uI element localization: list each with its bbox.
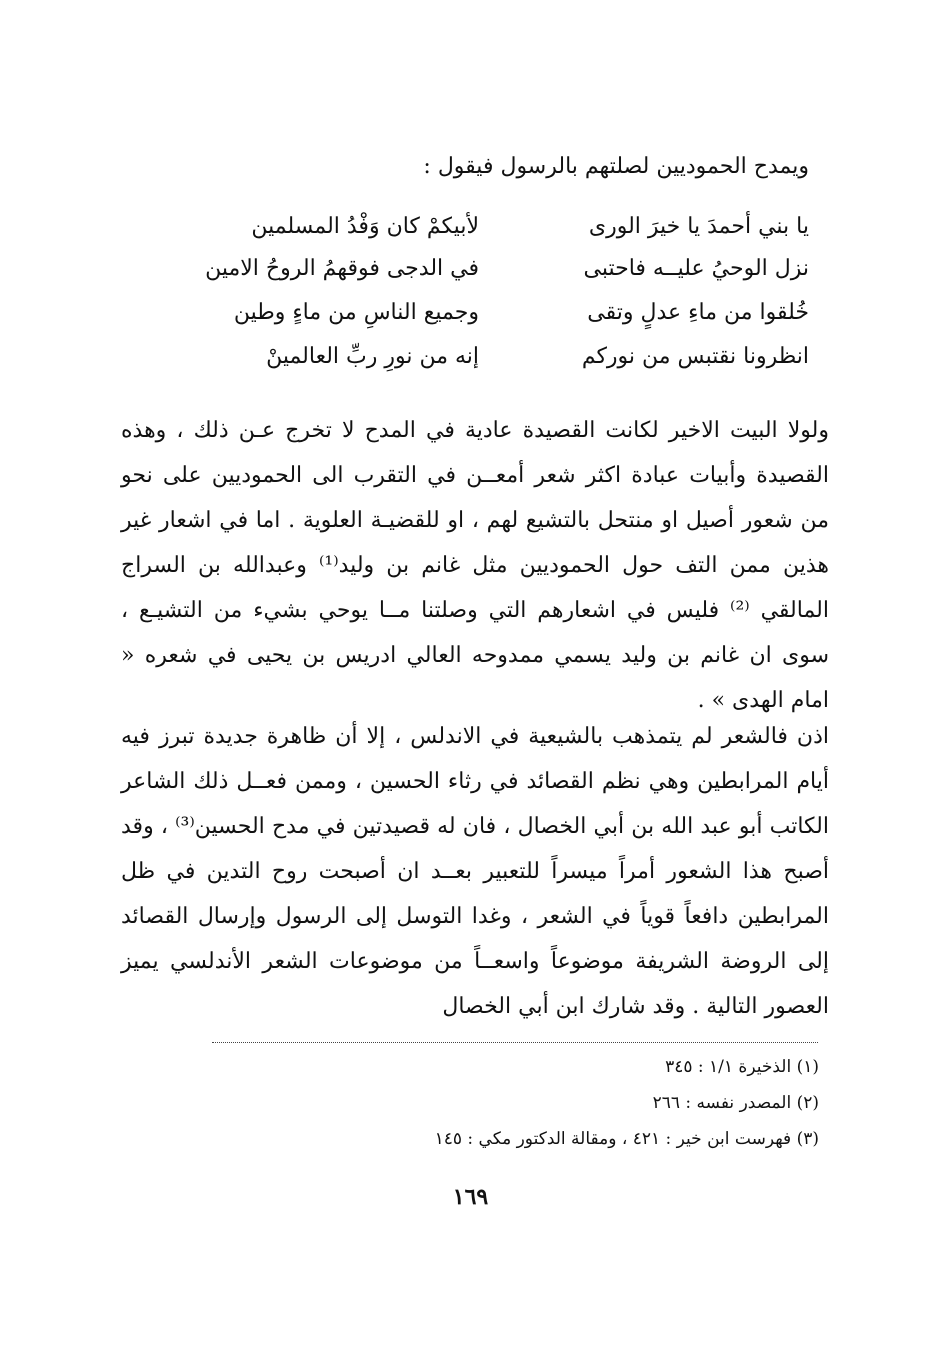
verse-4-second-hemistich: إنه من نورِ ربِّ العالمينْ bbox=[266, 344, 479, 369]
verse-2-second-hemistich: في الدجى فوقهمُ الروحُ الامين bbox=[205, 256, 479, 281]
footnote-3: (٣) فهرست ابن خير : ٤٢١ ، ومقالة الدكتور مكي : ١٤٥ bbox=[434, 1129, 819, 1149]
footnote-1: (١) الذخيرة ١/١ : ٣٤٥ bbox=[665, 1057, 819, 1077]
paragraph-1: ولولا البيت الاخير لكانت القصيدة عادية في المدح لا تخرج عـن ذلك ، وهذه القصيدة وأبيات عبادة اكثر شعر أمعــن في التقرب الى الحموديين على نحو من شعور أصيل او منتحل بالتشيع لهم ، او للقضيـة العلوية . اما في اشعار غير هذين ممن التف حول الحموديين مثل غانم بن وليد⁽¹⁾ وعبدالله بن السراج المالقي ⁽²⁾ فليس في اشعارهم التي وصلتنا مــا يوحي بشيء من التشيـع ، سوى ان غانم بن وليد يسمي ممدوحه العالي ادريس بن يحيى في شعره « امام الهدى » . bbox=[121, 418, 829, 713]
intro-line: ويمدح الحموديين لصلتهم بالرسول فيقول : bbox=[423, 154, 809, 179]
footnote-divider bbox=[212, 1042, 818, 1043]
verse-3-first-hemistich: خُلقوا من ماءِ عدلٍ وتقى bbox=[587, 300, 809, 325]
verse-3-second-hemistich: وجميع الناسِ من ماءٍ وطين bbox=[233, 300, 479, 325]
verse-2-first-hemistich: نزل الوحيُ عليــه فاحتبى bbox=[583, 256, 809, 281]
page-number: ١٦٩ bbox=[452, 1184, 489, 1210]
paragraph-2: اذن فالشعر لم يتمذهب بالشيعية في الاندلس ، إلا أن ظاهرة جديدة تبرز فيه أيام المرابطين وهي نظم القصائد في رثاء الحسين ، وممن فعــل ذلك الشاعر الكاتب أبو عبد الله بن أبي الخصال ، فان له قصيدتين في مدح الحسين⁽³⁾ ، وقد أصبح هذا الشعور أمراً ميسراً للتعبير بعــد ان أصبحت روح التدين في ظل المرابطين دافعاً قوياً في الشعر ، وغدا التوسل إلى الرسول وإرسال القصائد إلى الروضة الشريفة موضوعاً واسعــاً من موضوعات الشعر الأندلسي يميز العصور التالية . وقد شارك ابن أبي الخصال bbox=[121, 724, 830, 1019]
footnote-2: (٢) المصدر نفسه : ٢٦٦ bbox=[652, 1093, 819, 1113]
verse-4-first-hemistich: انظرونا نقتبس من نوركم bbox=[581, 344, 809, 369]
verse-1-first-hemistich: يا بني أحمدَ يا خيرَ الورى bbox=[588, 214, 809, 239]
verse-1-second-hemistich: لأبيكمْ كان وَفْدُ المسلمين bbox=[251, 214, 479, 239]
